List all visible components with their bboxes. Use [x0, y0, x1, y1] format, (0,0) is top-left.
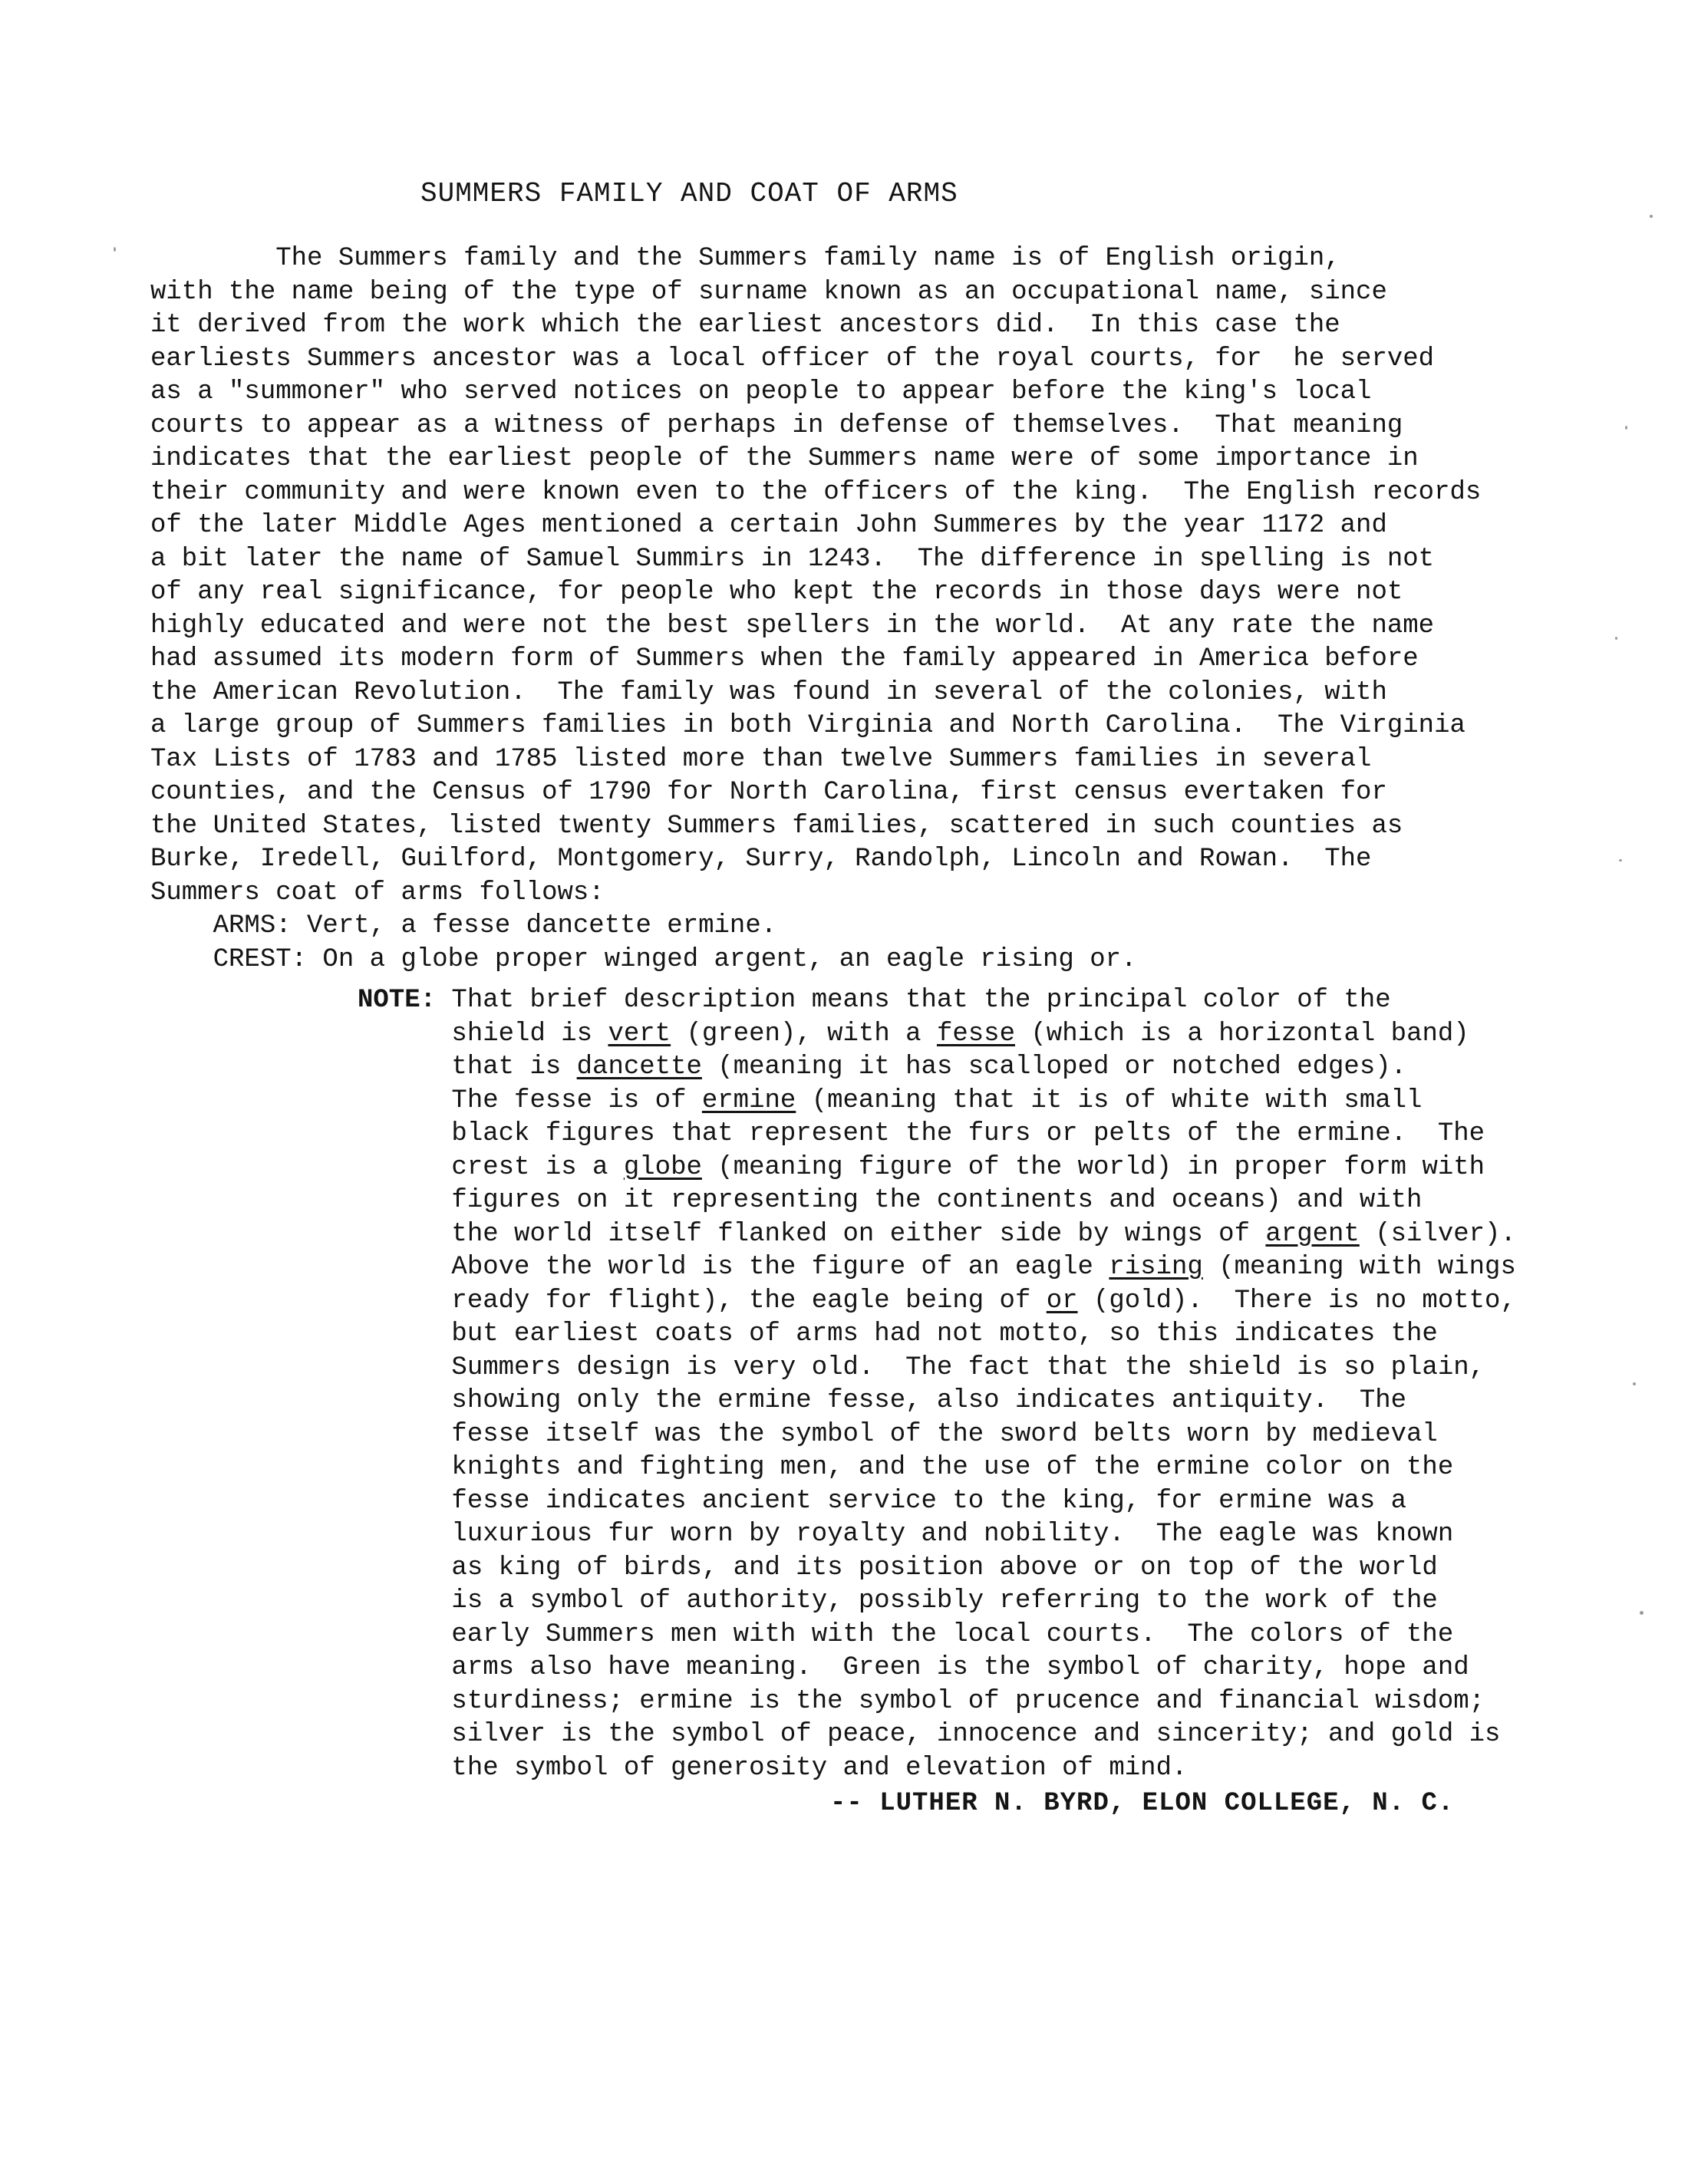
note-line	[358, 1217, 1516, 1251]
body-line: courts to appear as a witness of perhaps in defense of themselves. That meaning	[150, 410, 1403, 440]
scan-speck	[1625, 426, 1627, 430]
note-text: (silver).	[1359, 1219, 1516, 1249]
note-line	[358, 1050, 1516, 1084]
note-line	[358, 1651, 1516, 1685]
note-text: figures on it representing the continents and oceans) and with	[451, 1186, 1423, 1215]
body-line: the American Revolution. The family was found in several of the colonies, with	[150, 677, 1387, 707]
body-line: it derived from the work which the earliest ancestors did. In this case the	[150, 311, 1340, 340]
note-line	[358, 1418, 1516, 1451]
note-line	[358, 1317, 1516, 1351]
note-text: luxurious fur worn by royalty and nobility. The eagle was known	[451, 1520, 1454, 1549]
body-line: Tax Lists of 1783 and 1785 listed more than twelve Summers families in several	[150, 744, 1372, 774]
note-text: knights and fighting men, and the use of the ermine color on the	[451, 1453, 1454, 1482]
note-line	[358, 1718, 1516, 1751]
note-line	[358, 1184, 1516, 1217]
note-line	[358, 1584, 1516, 1618]
underlined-term: globe	[623, 1152, 702, 1182]
note-text: That brief description means that the principal color of the	[451, 986, 1391, 1015]
note-text: (meaning figure of the world) in proper form with	[701, 1152, 1485, 1182]
body-line: ARMS: Vert, a fesse dancette ermine.	[150, 911, 777, 940]
note-line	[358, 1618, 1516, 1652]
note-text: The fesse is of	[451, 1085, 702, 1115]
note-text: silver is the symbol of peace, innocence and sincerity; and gold is	[451, 1720, 1501, 1749]
note-line	[358, 1151, 1516, 1184]
underlined-term: fesse	[936, 1019, 1015, 1049]
body-line: The Summers family and the Summers family name is of English origin,	[150, 244, 1340, 273]
note-text: fesse indicates ancient service to the king, for ermine was a	[451, 1486, 1407, 1516]
note-text: showing only the ermine fesse, also indicates antiquity. The	[451, 1386, 1407, 1415]
note-text: arms also have meaning. Green is the symbol of charity, hope and	[451, 1653, 1469, 1682]
note-text: (green), with a	[671, 1019, 937, 1049]
note-line	[358, 1084, 1516, 1118]
note-label: NOTE:	[358, 986, 452, 1015]
note-text: shield is	[451, 1019, 608, 1049]
note-text: but earliest coats of arms had not motto, so this indicates the	[451, 1319, 1438, 1349]
note-section	[358, 983, 1516, 1784]
scan-speck	[1615, 637, 1617, 640]
body-line: earliests Summers ancestor was a local officer of the royal courts, for he served	[150, 344, 1435, 374]
note-text: as king of birds, and its position above or on top of the world	[451, 1553, 1438, 1583]
note-line	[358, 1384, 1516, 1418]
note-text: sturdiness; ermine is the symbol of prucence and financial wisdom;	[451, 1686, 1485, 1716]
note-line	[358, 1284, 1516, 1318]
note-text: (meaning with wings	[1202, 1253, 1516, 1282]
underlined-term: vert	[608, 1019, 671, 1049]
note-text: early Summers men with with the local courts. The colors of the	[451, 1619, 1454, 1649]
body-line: as a "summoner" who served notices on people to appear before the king's local	[150, 377, 1372, 407]
body-line: indicates that the earliest people of the Summers name were of some importance in	[150, 444, 1419, 473]
underlined-term: argent	[1265, 1219, 1360, 1249]
note-text: (meaning it has scalloped or notched edges).	[701, 1052, 1407, 1082]
underlined-term: or	[1046, 1286, 1078, 1316]
note-text: black figures that represent the furs or pelts of the ermine. The	[451, 1119, 1485, 1148]
body-line: a large group of Summers families in both Virginia and North Carolina. The Virginia	[150, 711, 1465, 740]
note-text: (which is a horizontal band)	[1014, 1019, 1469, 1049]
body-line: with the name being of the type of surname known as an occupational name, since	[150, 277, 1387, 307]
scan-speck	[1619, 859, 1622, 861]
document-title: SUMMERS FAMILY AND COAT OF ARMS	[420, 178, 958, 209]
body-line: a bit later the name of Samuel Summirs in 1243. The difference in spelling is not	[150, 544, 1435, 574]
note-line	[358, 1250, 1516, 1284]
body-line: their community and were known even to the officers of the king. The English records	[150, 477, 1482, 507]
body-line: of the later Middle Ages mentioned a certain John Summeres by the year 1172 and	[150, 511, 1387, 540]
underlined-term: rising	[1109, 1253, 1203, 1282]
note-line	[358, 1751, 1516, 1785]
body-line: of any real significance, for people who kept the records in those days were not	[150, 578, 1403, 607]
note-text: fesse itself was the symbol of the sword belts worn by medieval	[451, 1419, 1438, 1449]
note-line	[358, 1351, 1516, 1385]
note-line	[358, 1017, 1516, 1051]
body-line: highly educated and were not the best spellers in the world. At any rate the name	[150, 611, 1435, 641]
note-text: that is	[451, 1052, 577, 1082]
note-text: (meaning that it is of white with small	[796, 1085, 1423, 1115]
note-line	[358, 983, 1516, 1017]
body-line: had assumed its modern form of Summers when the family appeared in America before	[150, 644, 1419, 674]
underlined-term: ermine	[701, 1085, 796, 1115]
note-text: crest is a	[451, 1152, 624, 1182]
note-text: ready for flight), the eagle being of	[451, 1286, 1047, 1316]
scan-speck	[1633, 1382, 1636, 1385]
note-line	[358, 1685, 1516, 1718]
body-line: CREST: On a globe proper winged argent, an eagle rising or.	[150, 944, 1137, 974]
note-text: Above the world is the figure of an eagle	[451, 1253, 1109, 1282]
note-line	[358, 1484, 1516, 1518]
note-line	[358, 1117, 1516, 1151]
body-line: counties, and the Census of 1790 for North Carolina, first census evertaken for	[150, 778, 1387, 807]
scan-speck	[1640, 1611, 1643, 1615]
note-line	[358, 1451, 1516, 1484]
note-text: the symbol of generosity and elevation of mind.	[451, 1753, 1188, 1783]
scan-speck	[1650, 215, 1653, 218]
note-text: is a symbol of authority, possibly referring to the work of the	[451, 1586, 1438, 1616]
body-text	[150, 242, 1481, 977]
author-signature: -- LUTHER N. BYRD, ELON COLLEGE, N. C.	[830, 1789, 1455, 1818]
note-line	[358, 1551, 1516, 1585]
body-line: Summers coat of arms follows:	[150, 878, 605, 908]
body-line: the United States, listed twenty Summers families, scattered in such counties as	[150, 811, 1403, 841]
note-line	[358, 1517, 1516, 1551]
note-text: Summers design is very old. The fact that the shield is so plain,	[451, 1352, 1485, 1382]
body-line: Burke, Iredell, Guilford, Montgomery, Surry, Randolph, Lincoln and Rowan. The	[150, 845, 1372, 874]
note-text: the world itself flanked on either side by wings of	[451, 1219, 1266, 1249]
note-text: (gold). There is no motto,	[1077, 1286, 1516, 1316]
scan-speck	[114, 247, 116, 252]
underlined-term: dancette	[576, 1052, 702, 1082]
